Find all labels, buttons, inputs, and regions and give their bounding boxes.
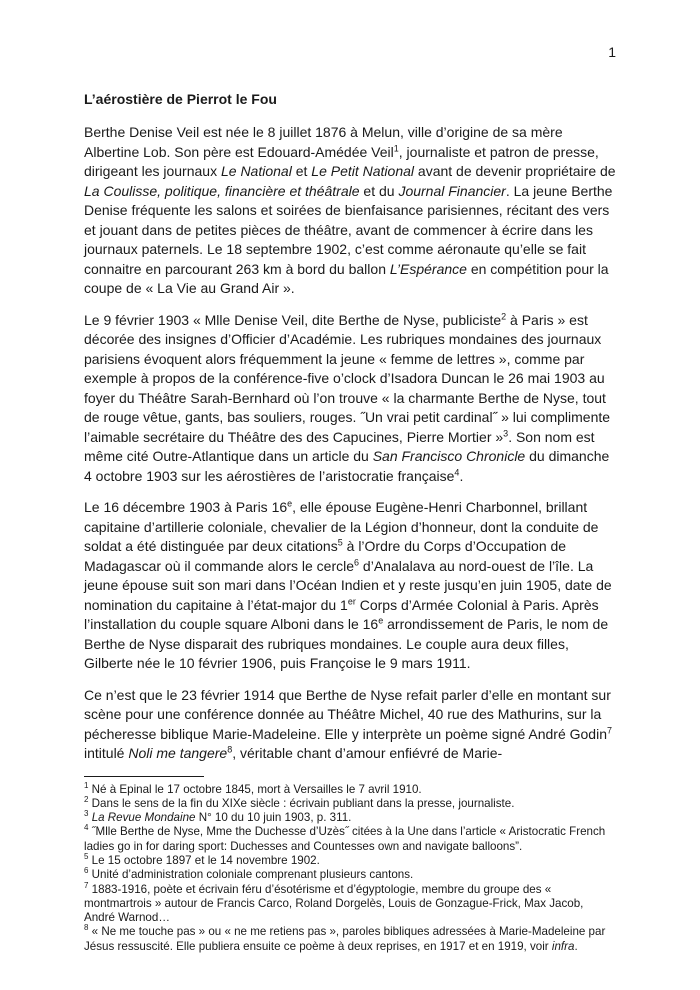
footnote-number: 6 — [84, 866, 89, 876]
text-run: . La jeune Berthe Denise fréquente les salons et soirées de bienfaisance parisiennes, récitant des vers et jouant dans de petites pièces de théâtre, avant de commencer à écrire dans les journaux paternels. Le 18 septembre 1902, c’est comme aéronaute qu’elle se fait connaitre en parcourant 263 km à bord du ballon — [84, 182, 613, 277]
italic-text: Le Petit National — [311, 163, 415, 179]
paragraphs — [84, 123, 616, 764]
footnote-reference: 8 — [227, 744, 233, 755]
text-run: , véritable chant d’amour enfiévré de Marie- — [232, 745, 503, 761]
text-run: . Son nom est même cité Outre-Atlantique dans un article du — [84, 428, 595, 464]
page-number: 1 — [608, 44, 616, 60]
footnote-reference: 4 — [454, 466, 460, 477]
paragraph — [84, 311, 616, 487]
footnote — [84, 780, 616, 797]
footnote-number: 7 — [84, 880, 89, 890]
footnote-number: 3 — [84, 809, 89, 819]
footnote-number: 4 — [84, 823, 89, 833]
text-run: d’Analalava au nord-ouest de l’île. La jeune épouse suit son mari dans l’Océan Indien et y reste jusqu’en juin 1905, date de nomination du capitaine à l’état-major du 1 — [84, 557, 612, 613]
text-run: « Ne me touche pas » ou « ne me retiens pas », paroles bibliques adressées à Marie-Madeleine par Jésus ressuscité. Elle publiera ensuite ce poème à deux reprises, en 1917 et en 1919, voir — [84, 925, 606, 953]
footnote-reference: 2 — [501, 310, 507, 321]
footnote-reference: 1 — [393, 142, 399, 153]
paragraph — [84, 498, 616, 674]
footnote-number: 5 — [84, 852, 89, 862]
document-body — [84, 90, 616, 954]
text-run: arrondissement de Paris, le nom de Berthe de Nyse disparait des rubriques mondaines. Le couple aura deux filles, Gilberte née le 10 février 1906, puis Françoise le 9 mars 1911. — [84, 616, 609, 671]
text-run: , elle épouse Eugène-Henri Charbonnel, brillant capitaine d’artillerie coloniale, chevalier de la Légion d’honneur, dont la conduite de soldat a été distinguée par deux citations — [84, 499, 599, 554]
text-run: et — [291, 163, 312, 179]
text-run: Dans le sens de la fin du XIXe siècle : écrivain publiant dans la presse, journaliste. — [88, 796, 515, 810]
paragraph — [84, 123, 616, 299]
italic-text: Journal Financier — [398, 182, 506, 199]
footnote-reference: 6 — [354, 556, 360, 567]
text-run: Corps d’Armée Colonial à Paris. Après l’installation du couple square Alboni dans le 16 — [84, 596, 599, 632]
document-title: L’aérostière de Pierrot le Fou — [84, 91, 277, 107]
text-run: intitulé — [84, 745, 129, 761]
footnote — [84, 880, 616, 926]
text-run: , journaliste et patron de presse, dirigeant les journaux — [84, 143, 599, 179]
text-run: avant de devenir propriétaire de — [414, 163, 616, 179]
text-run: du dimanche 4 octobre 1903 sur les aérostières de l’aristocratie française — [84, 448, 610, 484]
italic-text: infra — [551, 939, 575, 953]
text-run: Ce n’est que le 23 février 1914 que Berthe de Nyse refait parler d’elle en montant sur scène pour une conférence donnée au Théâtre Michel, 40 rue des Mathurins, sur la pécheresse biblique Marie-Madeleine. Elle y interprète un poème signé André Godin — [84, 686, 611, 742]
italic-text: La Revue Mondaine — [91, 811, 196, 825]
italic-text: L’Espérance — [389, 260, 467, 277]
footnote-number: 2 — [84, 794, 89, 804]
text-run: N° 10 du 10 juin 1903, p. 311. — [195, 811, 352, 825]
footnote-reference: 7 — [606, 724, 612, 735]
text-run: Unité d’administration coloniale comprenant plusieurs cantons. — [88, 868, 414, 882]
footnote — [84, 925, 616, 954]
text-run: en compétition pour la coupe de « La Vie au Grand Air ». — [84, 260, 609, 296]
italic-text: San Francisco Chronicle — [372, 448, 526, 464]
italic-text: Noli me tangere — [128, 745, 228, 761]
text-run: 1883-1916, poète et écrivain féru d’ésotérisme et d’égyptologie, membre du groupe des « montmartrois » autour de Francis Carco, Roland Dorgelès, Louis de Gonzague-Frick, Max Jacob, André Warnod… — [84, 882, 584, 925]
text-run: Le 15 octobre 1897 et le 14 novembre 1902. — [88, 853, 320, 867]
text-run: à l’Ordre du Corps d’Occupation de Madagascar où il commande alors le cercle — [84, 538, 567, 574]
footnotes — [84, 780, 616, 955]
text-run: . — [459, 467, 464, 484]
text-run: Le 16 décembre 1903 à Paris 16 — [84, 499, 288, 515]
text-run: à Paris » est décorée des insignes d’Officier d’Académie. Les rubriques mondaines des journaux parisiens évoquent alors fréquemment la jeune « femme de lettres », comme par exemple à propos de la conférence-five o’clock d’Isadora Duncan le 26 mai 1903 au foyer du Théâtre Sarah-Bernhard où l’on trouve « la charmante Berthe de Nyse, tout de rouge vêtue, gants, bas souliers, rouges. ˝Un vrai petit cardinal˝ » lui complimente l’aimable secrétaire du Théâtre des des Capucines, Pierre Mortier » — [84, 311, 611, 445]
footnote-reference: 3 — [503, 427, 509, 438]
footnote — [84, 868, 616, 882]
paragraph — [84, 686, 616, 764]
footnote-reference: e — [287, 498, 293, 509]
footnote — [84, 825, 616, 854]
footnote — [84, 811, 616, 825]
footnote-reference: er — [347, 595, 356, 606]
text-run: et du — [359, 182, 399, 199]
italic-text: La Coulisse, politique, financière et théâtrale — [84, 182, 360, 199]
footnote — [84, 854, 616, 868]
text-run: . — [574, 939, 578, 953]
footnote — [84, 794, 616, 811]
footnote-reference: e — [378, 615, 384, 626]
footnote-separator — [84, 776, 204, 777]
footnote-number: 1 — [84, 780, 89, 790]
text-run: Né à Epinal le 17 octobre 1845, mort à Versailles le 7 avril 1910. — [88, 782, 422, 796]
footnote-reference: 5 — [337, 537, 343, 548]
italic-text: Le National — [220, 163, 292, 179]
text-run: Berthe Denise Veil est née le 8 juillet 1876 à Melun, ville d’origine de sa mère Albertine Lob. Son père est Edouard-Amédée Veil — [84, 124, 563, 160]
text-run: ˝Mlle Berthe de Nyse, Mme the Duchesse d’Uzès˝ citées à la Une dans l’article « Aristocratic French ladies go in for daring sport: Duchesses and Countesses own and navigate balloons”. — [84, 825, 606, 853]
footnote-number: 8 — [84, 923, 89, 933]
text-run: Le 9 février 1903 « Mlle Denise Veil, dite Berthe de Nyse, publiciste — [84, 311, 502, 328]
